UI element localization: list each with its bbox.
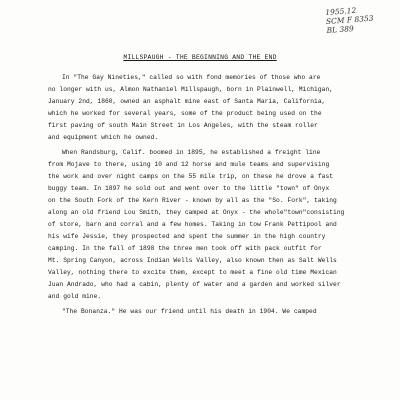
body-line: along an old friend Lou Smith, they camped at Onyx - the whole"town"consisting	[48, 209, 345, 216]
body-line: and gold mine.	[48, 293, 102, 300]
body-line: of store, barn and corral and a few homes. Taking in tow Frank Pettipool and	[48, 221, 337, 228]
body-line: Juan Andrado, who had a cabin, plenty of water and a garden and worked silver	[48, 281, 341, 288]
body-line: on the South Fork of the Kern River - known by all as the "So. Fork", taking	[48, 197, 337, 204]
body-line: his wife Jessie, they prospected and spent the summer in the high country	[48, 233, 326, 240]
body-line: buggy team. In 1897 he sold out and went over to the little "town" of Onyx	[48, 185, 330, 192]
document-title-text: MILLSPAUGH - THE BEGINNING AND THE END	[123, 54, 277, 61]
body-line: first paving of south Main Street in Los Angeles, with the steam roller	[48, 122, 318, 129]
body-line: which he worked for several years, some of the product being used on the	[48, 110, 322, 117]
body-line: camping. In the fall of 1898 the three men took off with pack outfit for	[48, 245, 322, 252]
body-line: In "The Gay Nineties," called so with fond memories of those who are	[62, 74, 321, 81]
body-line: and equipment which he owned.	[48, 134, 159, 141]
body-line: no longer with us, Almon Nathaniel Millspaugh, born in Plainwell, Michigan,	[48, 86, 334, 93]
body-line: January 2nd, 1860, owned an asphalt mine east of Santa Maria, California,	[48, 98, 326, 105]
body-line: Mt. Spring Canyon, across Indian Wells Valley, also known then as Salt Wells	[48, 257, 337, 264]
body-line: the work and over night camps on the 55 mile trip, on these he drove a fast	[48, 173, 334, 180]
note-line: BL 389	[326, 24, 355, 35]
note-line: SCM F 8353	[325, 13, 374, 26]
body-line: When Randsburg, Calif. boomed in 1895, he established a freight line	[62, 149, 321, 156]
body-line: from Mojave to there, using 10 and 12 horse and mule teams and supervising	[48, 161, 330, 168]
note-line: 1955.12	[325, 5, 357, 17]
body-line: Valley, nothing there to excite them, except to meet a fine old time Mexican	[48, 269, 337, 276]
body-line: "The Bonanza." He was our friend until his death in 1904. We camped	[62, 308, 317, 315]
